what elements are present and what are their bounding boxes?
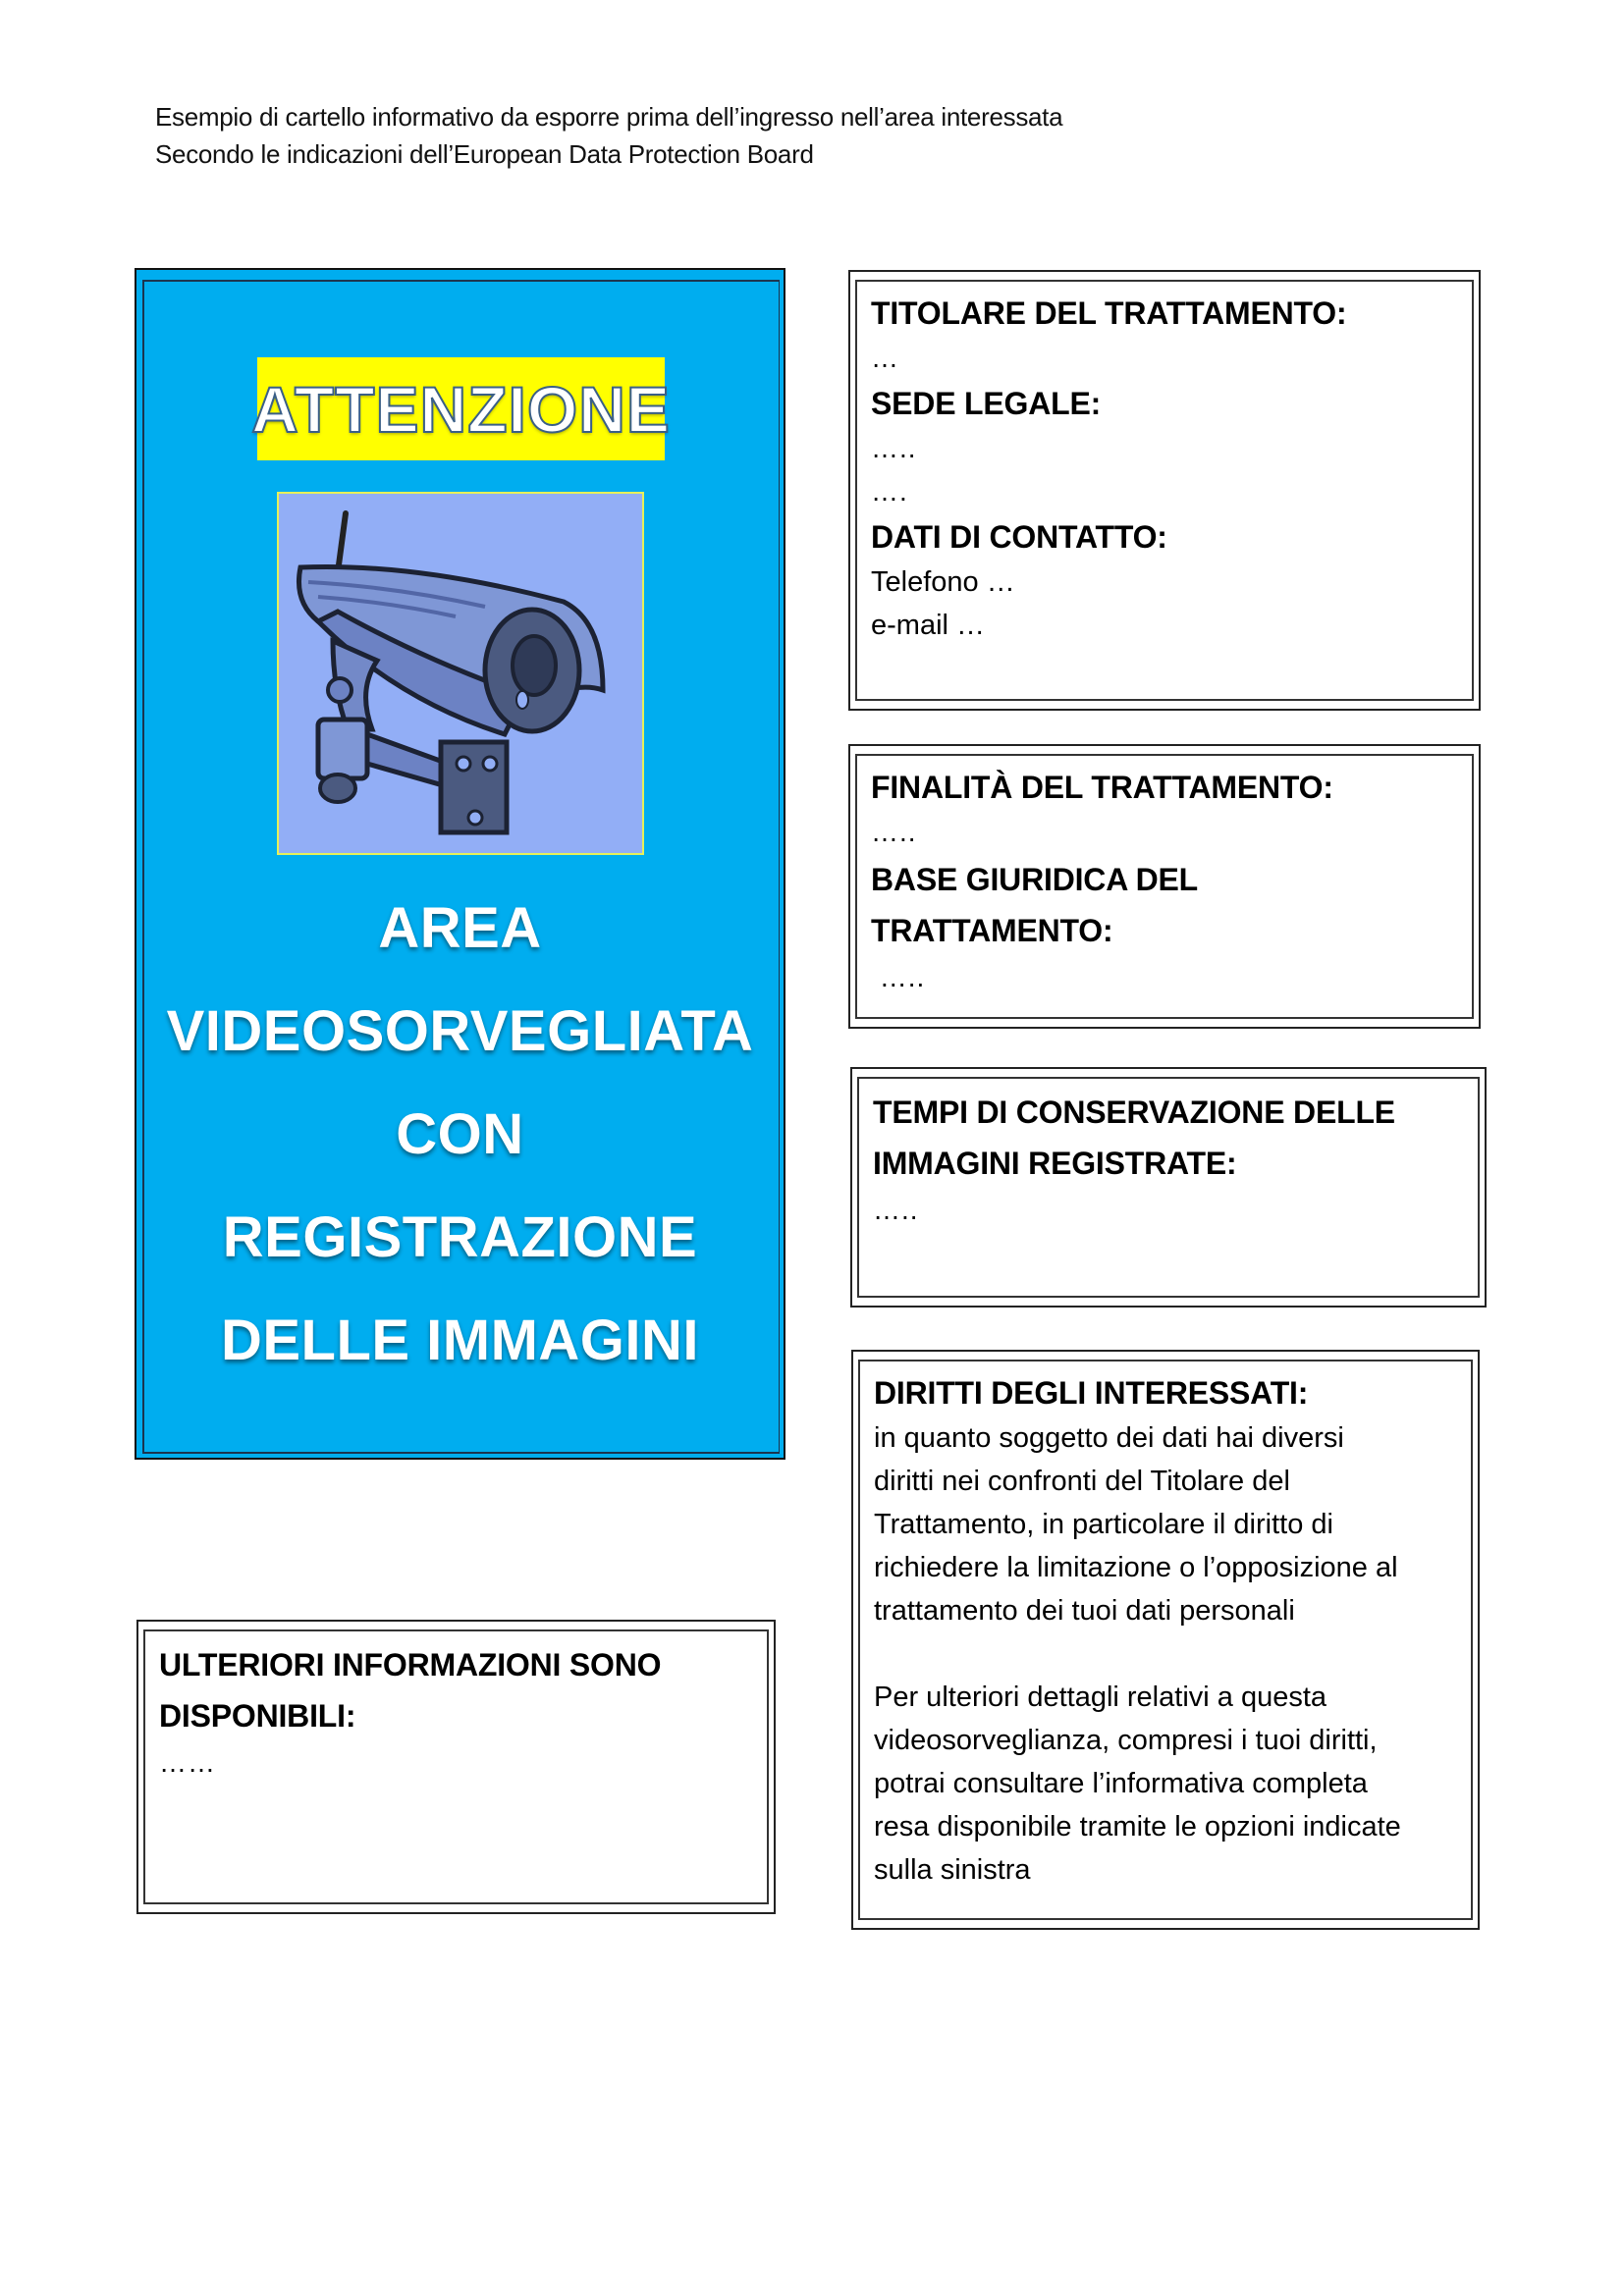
email-value: e-mail … <box>871 610 986 641</box>
warning-banner <box>251 357 671 460</box>
diritti-p1-l4: richiedere la limitazione o l’opposizione al <box>874 1552 1398 1583</box>
diritti-p1-l2: diritti nei confronti del Titolare del <box>874 1466 1290 1497</box>
diritti-heading: DIRITTI DEGLI INTERESSATI: <box>874 1375 1309 1411</box>
base-giuridica-heading-2: TRATTAMENTO: <box>871 913 1113 948</box>
intro-line-2: Secondo le indicazioni dell’European Data Protection Board <box>155 139 814 169</box>
conservazione-box-inner <box>857 1077 1480 1298</box>
diritti-p1-l3: Trattamento, in particolare il diritto di <box>874 1509 1333 1540</box>
poster-line-5: DELLE IMMAGINI <box>220 1308 700 1372</box>
finalita-value: ….. <box>871 817 917 847</box>
diritti-p2-l2: videosorveglianza, compresi i tuoi diritti, <box>874 1725 1378 1756</box>
ulteriori-value: …… <box>159 1747 216 1778</box>
finalita-box-inner <box>855 754 1474 1019</box>
diritti-box-inner <box>858 1360 1473 1920</box>
ulteriori-heading-1: ULTERIORI INFORMAZIONI SONO <box>159 1647 662 1682</box>
sede-heading: SEDE LEGALE: <box>871 386 1102 421</box>
base-giuridica-heading-1: BASE GIURIDICA DEL <box>871 862 1199 897</box>
sede-line-2: …. <box>871 476 908 507</box>
diritti-p2-l1: Per ulteriori dettagli relativi a questa <box>874 1682 1327 1713</box>
diritti-p2-l5: sulla sinistra <box>874 1854 1031 1886</box>
cctv-camera-icon <box>277 492 644 855</box>
intro-text <box>155 98 1062 173</box>
conservazione-box <box>850 1067 1487 1308</box>
titolare-value: … <box>871 343 899 373</box>
titolare-heading: TITOLARE DEL TRATTAMENTO: <box>871 295 1347 331</box>
diritti-p1-l5: trattamento dei tuoi dati personali <box>874 1595 1295 1627</box>
titolare-box <box>848 270 1481 711</box>
ulteriori-box-inner <box>143 1629 769 1904</box>
finalita-box <box>848 744 1481 1029</box>
sede-line-1: ….. <box>871 433 917 463</box>
poster-line-4: REGISTRAZIONE <box>222 1205 698 1269</box>
conservazione-heading-2: IMMAGINI REGISTRATE: <box>873 1146 1237 1181</box>
poster-line-2: VIDEOSORVEGLIATA <box>166 999 754 1063</box>
conservazione-value: ….. <box>873 1195 919 1225</box>
base-giuridica-value: ….. <box>871 962 926 992</box>
contatti-heading: DATI DI CONTATTO: <box>871 519 1167 555</box>
diritti-p2-l4: resa disponibile tramite le opzioni indicate <box>874 1811 1401 1842</box>
spacer <box>874 1632 1457 1676</box>
conservazione-heading-1: TEMPI DI CONSERVAZIONE DELLE <box>873 1095 1395 1130</box>
titolare-box-inner <box>855 280 1474 701</box>
telefono-value: Telefono … <box>871 566 1015 598</box>
diritti-p2-l3: potrai consultare l’informativa completa <box>874 1768 1368 1799</box>
diritti-p1-l1: in quanto soggetto dei dati hai diversi <box>874 1422 1344 1454</box>
ulteriori-box <box>136 1620 776 1914</box>
poster-line-1: AREA <box>378 896 542 960</box>
poster-message <box>135 877 785 1392</box>
ulteriori-heading-2: DISPONIBILI: <box>159 1698 356 1734</box>
diritti-box <box>851 1350 1480 1930</box>
finalita-heading: FINALITÀ DEL TRATTAMENTO: <box>871 770 1333 805</box>
poster-line-3: CON <box>396 1102 524 1166</box>
intro-line-1: Esempio di cartello informativo da esporre prima dell’ingresso nell’area interessata <box>155 102 1063 132</box>
warning-text: ATTENZIONE <box>251 372 671 446</box>
